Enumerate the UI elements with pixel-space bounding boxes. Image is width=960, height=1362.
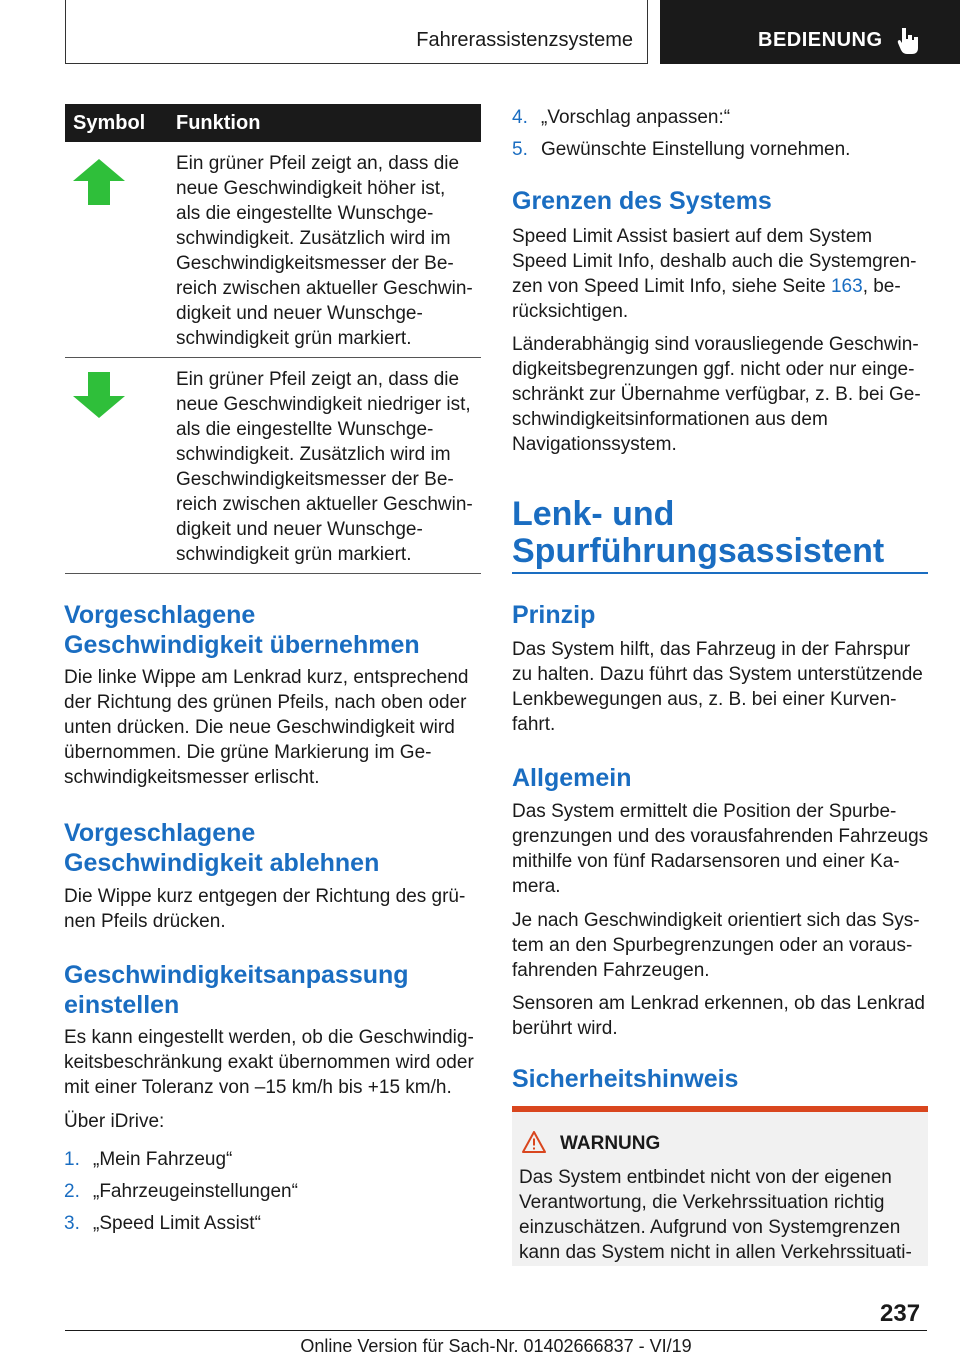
warning-triangle-icon — [522, 1131, 546, 1153]
heading-speed-adjust: Geschwindigkeitsanpassung einstellen — [64, 961, 409, 1019]
footer-rule — [65, 1330, 927, 1331]
table-row-text: Ein grüner Pfeil zeigt an, dass die neue Geschwindigkeit höher ist, als die eingestellte Wunschge- schwindigkeit. Zusätzlich wird im Geschwindigkeitsmesser der Be- reich zwischen aktueller Geschwin- digkeit und neuer Wunschge- schwindigkeit grün markiert. — [176, 153, 473, 349]
step-text: „Speed Limit Assist“ — [93, 1213, 261, 1234]
paragraph-general-1: Das System ermittelt die Position der Spurbe- grenzungen und des vorausfahrenden Fahrzeugs mithilfe von fünf Radarsensoren und einer Ka- mera. — [512, 801, 929, 897]
step-number: 1. — [64, 1149, 80, 1170]
header-chapter-title: BEDIENUNG — [758, 29, 883, 51]
header-section-title: Fahrerassistenzsysteme — [416, 29, 633, 51]
step-text: „Fahrzeugeinstellungen“ — [93, 1181, 298, 1202]
footer-text: Online Version für Sach-Nr. 01402666837 - VI/19 — [300, 1336, 692, 1356]
green-arrow-down-icon — [73, 372, 125, 418]
step-text: Gewünschte Einstellung vornehmen. — [541, 139, 851, 160]
paragraph-reject-speed: Die Wippe kurz entgegen der Richtung des grü- nen Pfeils drücken. — [64, 886, 466, 932]
green-arrow-up-icon — [73, 159, 125, 205]
step-number: 3. — [64, 1213, 80, 1234]
column-function: Funktion — [176, 112, 261, 134]
limits-text-part: , be- rücksichtigen. — [512, 276, 901, 322]
limits-text-part: Speed Limit Assist basiert auf dem System Speed Limit Info, deshalb auch die Systemgren- zen von Speed Limit Info, siehe Seite — [512, 226, 917, 297]
warning-bar — [512, 1106, 928, 1112]
table-row-text: Ein grüner Pfeil zeigt an, dass die neue Geschwindigkeit niedriger ist, als die eingestellte Wunschge- schwindigkeit. Zusätzlich wird im Geschwindigkeitsmesser der Be- reich zwischen aktueller Geschwin- digkeit und neuer Wunschge- schwindigkeit grün markiert. — [176, 369, 473, 565]
step-number: 5. — [512, 139, 528, 160]
paragraph-system-limits — [512, 224, 917, 324]
step-number: 2. — [64, 1181, 80, 1202]
heading-principle: Prinzip — [512, 601, 596, 629]
step-number: 4. — [512, 107, 528, 128]
warning-title: WARNUNG — [560, 1133, 661, 1154]
heading-safety: Sicherheitshinweis — [512, 1065, 739, 1093]
paragraph-country-dependent: Länderabhängig sind vorausliegende Geschwin- digkeitsbegrenzungen ggf. nicht oder nur einge- schränkt zur Übernahme verfügbar, z. B. bei Ge- schwindigkeitsinformationen aus dem Navigationssystem. — [512, 334, 921, 455]
warning-text: Das System entbindet nicht von der eigenen Verantwortung, die Verkehrssituation richtig einzuschätzen. Aufgrund von Systemgrenzen kann das System nicht in allen Verkehrssituati- — [519, 1167, 912, 1263]
hand-pointer-icon — [896, 26, 922, 56]
paragraph-speed-adjust: Es kann eingestellt werden, ob die Geschwindig- keitsbeschränkung exakt übernommen wird oder mit einer Toleranz von –15 km/h bis +15 km/h. — [64, 1027, 474, 1098]
heading-general: Allgemein — [512, 764, 632, 792]
heading-system-limits: Grenzen des Systems — [512, 187, 772, 215]
table-header — [65, 104, 481, 142]
table-row-divider — [65, 357, 481, 358]
page-number: 237 — [880, 1300, 921, 1327]
step-text: „Vorschlag anpassen:“ — [541, 107, 731, 128]
column-symbol: Symbol — [73, 112, 146, 134]
chapter-heading-rule — [512, 572, 928, 574]
heading-accept-speed: Vorgeschlagene Geschwindigkeit übernehmen — [64, 601, 420, 659]
paragraph-general-2: Je nach Geschwindigkeit orientiert sich das Sys- tem an den Spurbegrenzungen oder an voraus- fahrenden Fahrzeugen. — [512, 910, 920, 981]
paragraph-general-3: Sensoren am Lenkrad erkennen, ob das Lenkrad berührt wird. — [512, 993, 925, 1039]
page-reference-link[interactable]: 163 — [830, 276, 863, 297]
heading-reject-speed: Vorgeschlagene Geschwindigkeit ablehnen — [64, 819, 380, 877]
paragraph-idrive: Über iDrive: — [64, 1111, 165, 1132]
paragraph-accept-speed: Die linke Wippe am Lenkrad kurz, entsprechend der Richtung des grünen Pfeils, nach oben oder unten drücken. Die neue Geschwindigkeit wird übernommen. Die grüne Markierung im Ge- schwindigkeitsmesser erlischt. — [64, 667, 469, 788]
table-row-divider — [65, 573, 481, 574]
chapter-heading: Lenk- und Spurführungsassistent — [512, 495, 885, 570]
step-text: „Mein Fahrzeug“ — [93, 1149, 233, 1170]
paragraph-principle: Das System hilft, das Fahrzeug in der Fahrspur zu halten. Dazu führt das System unterstützende Lenkbewegungen aus, z. B. bei einer Kurven- fahrt. — [512, 639, 923, 735]
header-section-tab — [65, 0, 648, 64]
